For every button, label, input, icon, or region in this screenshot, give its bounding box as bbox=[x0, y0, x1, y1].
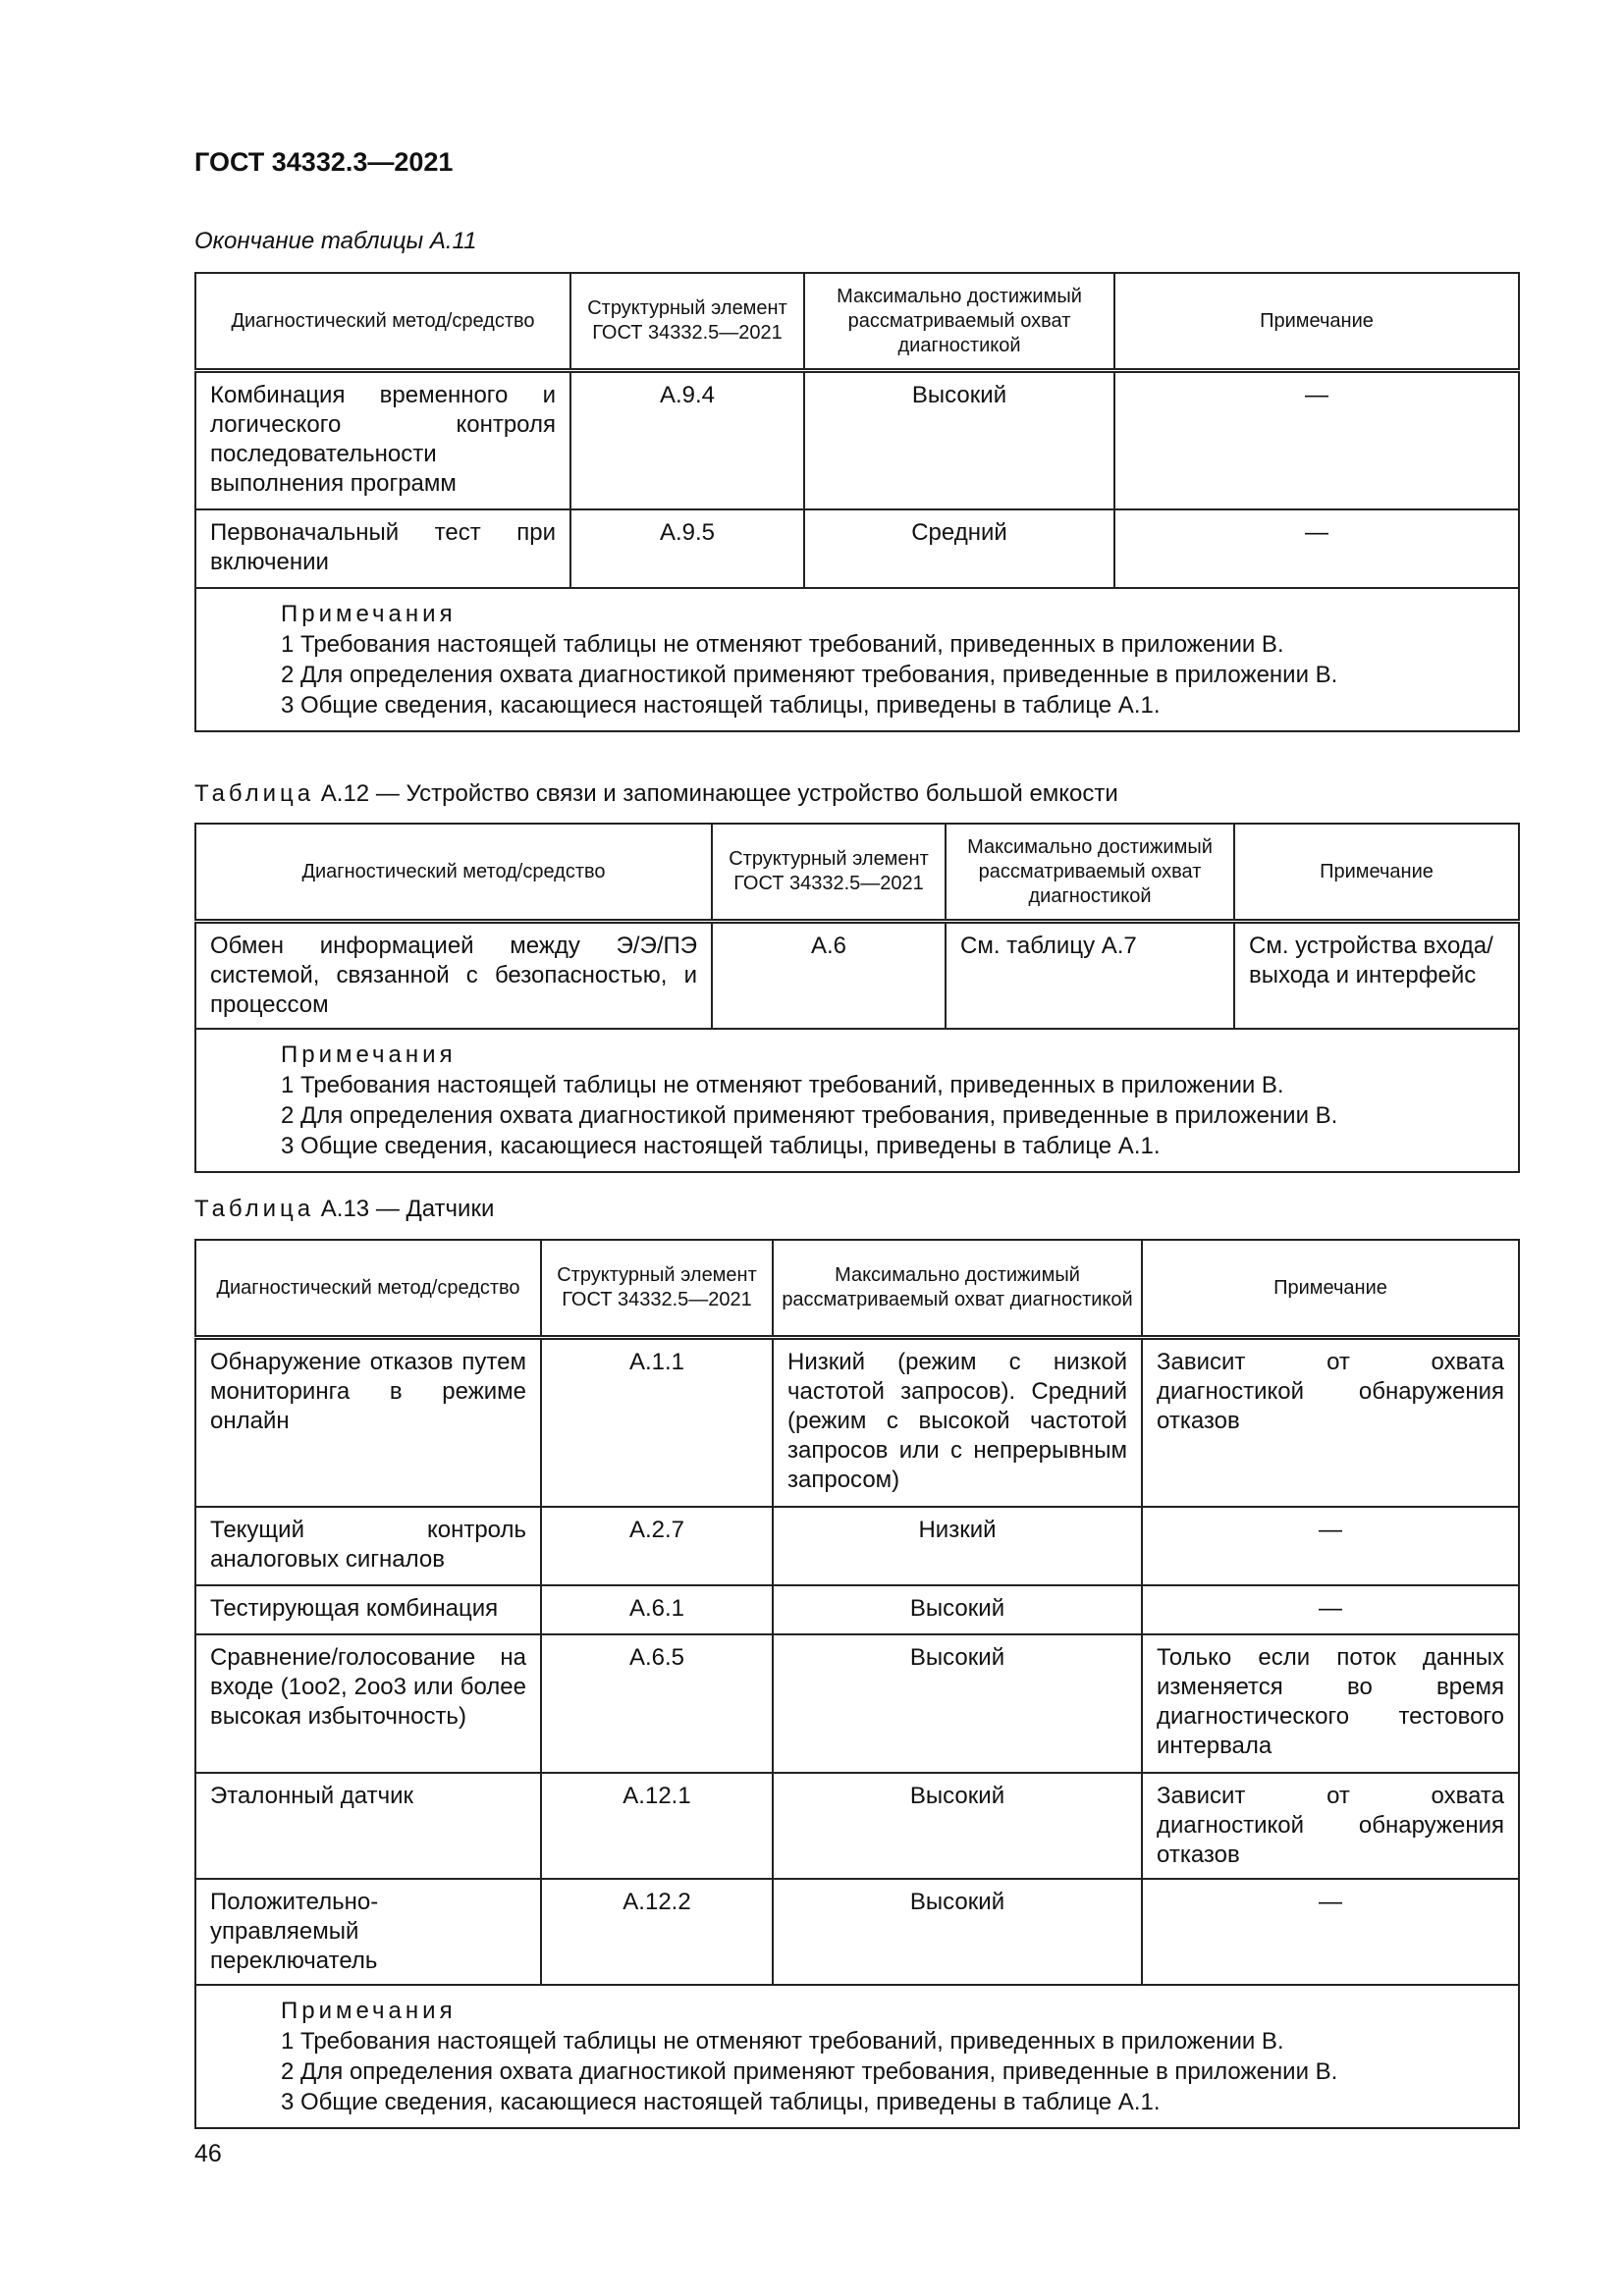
notes-title: Примечания bbox=[281, 1041, 457, 1068]
table-row bbox=[195, 1773, 1519, 1879]
table-caption-label: Таблица bbox=[194, 1196, 315, 1222]
coverage-cell: См. таблицу А.7 bbox=[946, 922, 1234, 1030]
table-notes bbox=[195, 1985, 1519, 2128]
coverage-cell: Высокий bbox=[773, 1773, 1142, 1879]
method-cell: Сравнение/голосование на входе (1оо2, 2оо3 или более высокая избыточность) bbox=[195, 1634, 541, 1773]
column-header: Максимально достижимый рассматриваемый охват диагностикой bbox=[804, 273, 1114, 371]
table-caption-text: А.12 — Устройство связи и запоминающее устройство большой емкости bbox=[314, 780, 1118, 807]
table-row bbox=[195, 1338, 1519, 1507]
note-cell: См. устройства входа/выхода и интерфейс bbox=[1234, 922, 1519, 1030]
table-row bbox=[195, 1585, 1519, 1634]
note-item: 2 Для определения охвата диагностикой применяют требования, приведенные в приложении В. bbox=[281, 2057, 1338, 2085]
note-item: 2 Для определения охвата диагностикой применяют требования, приведенные в приложении В. bbox=[281, 661, 1338, 688]
note-item: 1 Требования настоящей таблицы не отменяют требований, приведенных в приложении В. bbox=[281, 1072, 1284, 1098]
table-row bbox=[195, 371, 1519, 509]
table-notes-row bbox=[195, 1029, 1519, 1172]
table-header-row bbox=[195, 824, 1519, 922]
column-header: Максимально достижимый рассматриваемый охват диагностикой bbox=[773, 1240, 1142, 1338]
note-cell: Зависит от охвата диагностикой обнаружения отказов bbox=[1142, 1338, 1519, 1507]
note-cell: — bbox=[1142, 1585, 1519, 1634]
table-notes bbox=[195, 588, 1519, 731]
column-header: Диагностический метод/средство bbox=[195, 1240, 541, 1338]
note-item: 1 Требования настоящей таблицы не отменяют требований, приведенных в приложении В. bbox=[281, 630, 1284, 658]
column-header: Структурный элемент ГОСТ 34332.5—2021 bbox=[570, 273, 804, 371]
column-header: Примечание bbox=[1234, 824, 1519, 922]
column-header: Структурный элемент ГОСТ 34332.5—2021 bbox=[712, 824, 946, 922]
table-notes-row bbox=[195, 588, 1519, 731]
method-cell: Обнаружение отказов путем мониторинга в режиме онлайн bbox=[195, 1338, 541, 1507]
table-notes bbox=[195, 1029, 1519, 1172]
table-row bbox=[195, 509, 1519, 588]
column-header: Структурный элемент ГОСТ 34332.5—2021 bbox=[541, 1240, 773, 1338]
table-header-row bbox=[195, 273, 1519, 371]
note-item: 3 Общие сведения, касающиеся настоящей таблицы, приведены в таблице А.1. bbox=[281, 1133, 1161, 1159]
table-row bbox=[195, 922, 1519, 1030]
element-cell: А.6.5 bbox=[541, 1634, 773, 1773]
table-notes-row bbox=[195, 1985, 1519, 2128]
page-number: 46 bbox=[194, 2140, 222, 2167]
note-cell: — bbox=[1142, 1507, 1519, 1585]
table-a13-caption bbox=[194, 1196, 494, 1223]
method-cell: Эталонный датчик bbox=[195, 1773, 541, 1879]
table-a12 bbox=[194, 823, 1520, 1173]
note-cell: — bbox=[1114, 371, 1519, 509]
table-header-row bbox=[195, 1240, 1519, 1338]
table-row bbox=[195, 1634, 1519, 1773]
column-header: Максимально достижимый рассматриваемый охват диагностикой bbox=[946, 824, 1234, 922]
column-header: Диагностический метод/средство bbox=[195, 824, 712, 922]
element-cell: А.6 bbox=[712, 922, 946, 1030]
table-caption-text: А.13 — Датчики bbox=[314, 1196, 495, 1222]
table-a12-caption bbox=[194, 780, 1118, 808]
method-cell: Первоначальный тест при включении bbox=[195, 509, 570, 588]
note-cell: Зависит от охвата диагностикой обнаружения отказов bbox=[1142, 1773, 1519, 1879]
note-item: 3 Общие сведения, касающиеся настоящей таблицы, приведены в таблице А.1. bbox=[281, 691, 1161, 719]
coverage-cell: Низкий (режим с низкой частотой запросов). Средний (режим с высокой частотой запросов или с непрерывным запросом) bbox=[773, 1338, 1142, 1507]
coverage-cell: Высокий bbox=[773, 1879, 1142, 1985]
table-row bbox=[195, 1879, 1519, 1985]
table-a11 bbox=[194, 272, 1520, 732]
element-cell: А.12.1 bbox=[541, 1773, 773, 1879]
coverage-cell: Высокий bbox=[773, 1634, 1142, 1773]
coverage-cell: Низкий bbox=[773, 1507, 1142, 1585]
note-item: 3 Общие сведения, касающиеся настоящей таблицы, приведены в таблице А.1. bbox=[281, 2088, 1161, 2115]
notes-title: Примечания bbox=[281, 1997, 457, 2024]
note-item: 2 Для определения охвата диагностикой применяют требования, приведенные в приложении В. bbox=[281, 1102, 1338, 1129]
element-cell: А.12.2 bbox=[541, 1879, 773, 1985]
method-cell: Комбинация временного и логического контроля последовательности выполнения программ bbox=[195, 371, 570, 509]
note-item: 1 Требования настоящей таблицы не отменяют требований, приведенных в приложении В. bbox=[281, 2027, 1284, 2055]
method-cell: Положительно-управляемый переключатель bbox=[195, 1879, 541, 1985]
element-cell: А.9.4 bbox=[570, 371, 804, 509]
method-cell: Обмен информацией между Э/Э/ПЭ системой, связанной с безопасностью, и процессом bbox=[195, 922, 712, 1030]
note-cell: — bbox=[1142, 1879, 1519, 1985]
column-header: Примечание bbox=[1142, 1240, 1519, 1338]
table-a13 bbox=[194, 1239, 1520, 2129]
element-cell: А.2.7 bbox=[541, 1507, 773, 1585]
method-cell: Тестирующая комбинация bbox=[195, 1585, 541, 1634]
note-cell: Только если поток данных изменяется во время диагностического тестового интервала bbox=[1142, 1634, 1519, 1773]
column-header: Диагностический метод/средство bbox=[195, 273, 570, 371]
element-cell: А.6.1 bbox=[541, 1585, 773, 1634]
table-caption-label: Таблица bbox=[194, 780, 315, 807]
table-continuation-caption: Окончание таблицы А.11 bbox=[194, 228, 477, 254]
document-header: ГОСТ 34332.3—2021 bbox=[194, 147, 454, 177]
notes-title: Примечания bbox=[281, 600, 457, 627]
coverage-cell: Высокий bbox=[773, 1585, 1142, 1634]
column-header: Примечание bbox=[1114, 273, 1519, 371]
table-row bbox=[195, 1507, 1519, 1585]
coverage-cell: Высокий bbox=[804, 371, 1114, 509]
coverage-cell: Средний bbox=[804, 509, 1114, 588]
element-cell: А.1.1 bbox=[541, 1338, 773, 1507]
element-cell: А.9.5 bbox=[570, 509, 804, 588]
note-cell: — bbox=[1114, 509, 1519, 588]
method-cell: Текущий контроль аналоговых сигналов bbox=[195, 1507, 541, 1585]
